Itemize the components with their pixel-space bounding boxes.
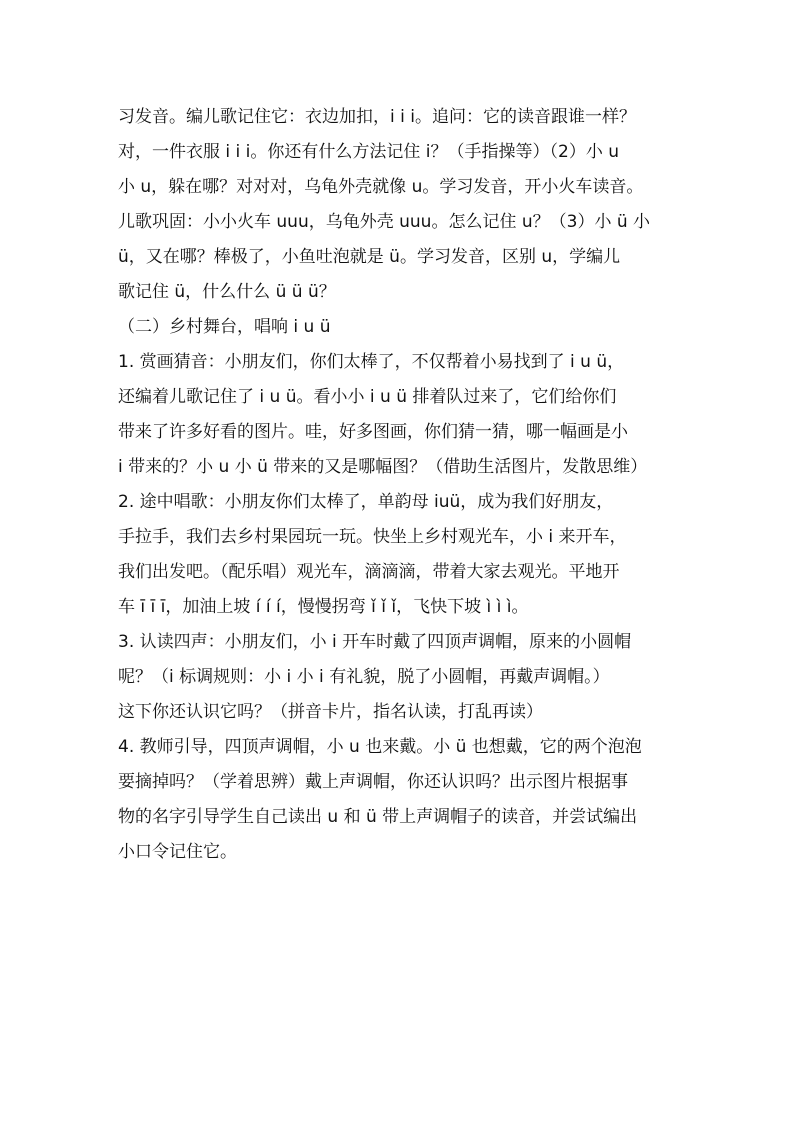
text-line: 儿歌巩固：小小火车 uuu，乌龟外壳 uuu。怎么记住 u？（3）小 ü 小 xyxy=(118,212,651,232)
text-line: 手拉手，我们去乡村果园玩一玩。快坐上乡村观光车，小 i 来开车， xyxy=(118,527,627,547)
text-line: 呢？（i 标调规则：小 i 小 i 有礼貌，脱了小圆帽，再戴声调帽。） xyxy=(118,667,610,687)
text-line: 要摘掉吗？（学着思辨）戴上声调帽，你还认识吗？出示图片根据事 xyxy=(118,772,628,792)
document-body xyxy=(118,100,688,870)
text-line: 带来了许多好看的图片。哇，好多图画，你们猜一猜，哪一幅画是小 xyxy=(118,422,628,442)
text-line: i 带来的？小 u 小 ü 带来的又是哪幅图？（借助生活图片，发散思维） xyxy=(118,457,648,477)
text-line: 歌记住 ü，什么什么 ü ü ü？ xyxy=(118,282,336,302)
text-line: 这下你还认识它吗？（拼音卡片，指名认读，打乱再读） xyxy=(118,702,543,722)
text-line: 还编着儿歌记住了 i u ü。看小小 i u ü 排着队过来了，它们给你们 xyxy=(118,387,617,407)
text-line: 4. 教师引导，四顶声调帽，小 u 也来戴。小 ü 也想戴，它的两个泡泡 xyxy=(118,737,642,757)
text-line: 1. 赏画猜音：小朋友们，你们太棒了，不仅帮着小易找到了 i u ü， xyxy=(118,352,625,372)
text-line: 车 ī ī ī，加油上坡 í í í，慢慢拐弯 ǐ ǐ ǐ，飞快下坡 ì ì ì。 xyxy=(118,597,529,617)
section-heading: （二）乡村舞台，唱响 i u ü xyxy=(118,317,331,337)
text-line: 3. 认读四声：小朋友们，小 i 开车时戴了四顶声调帽，原来的小圆帽 xyxy=(118,632,632,652)
text-line: 习发音。编儿歌记住它：衣边加扣，i i i。追问：它的读音跟谁一样？ xyxy=(118,107,636,127)
text-line: 对，一件衣服 i i i。你还有什么方法记住 i？（手指操等）（2）小 u xyxy=(118,142,620,162)
text-line: 我们出发吧。（配乐唱）观光车，滴滴滴，带着大家去观光。平地开 xyxy=(118,562,620,582)
text-line: ü，又在哪？棒极了，小鱼吐泡就是 ü。学习发音，区别 u，学编儿 xyxy=(118,247,621,267)
text-line: 物的名字引导学生自己读出 u 和 ü 带上声调帽子的读音，并尝试编出 xyxy=(118,807,638,827)
text-line: 小口令记住它。 xyxy=(118,842,237,862)
text-line: 2. 途中唱歌：小朋友你们太棒了，单韵母 iuü，成为我们好朋友， xyxy=(118,492,614,512)
text-line: 小 u，躲在哪？对对对，乌龟外壳就像 u。学习发音，开小火车读音。 xyxy=(118,177,644,197)
